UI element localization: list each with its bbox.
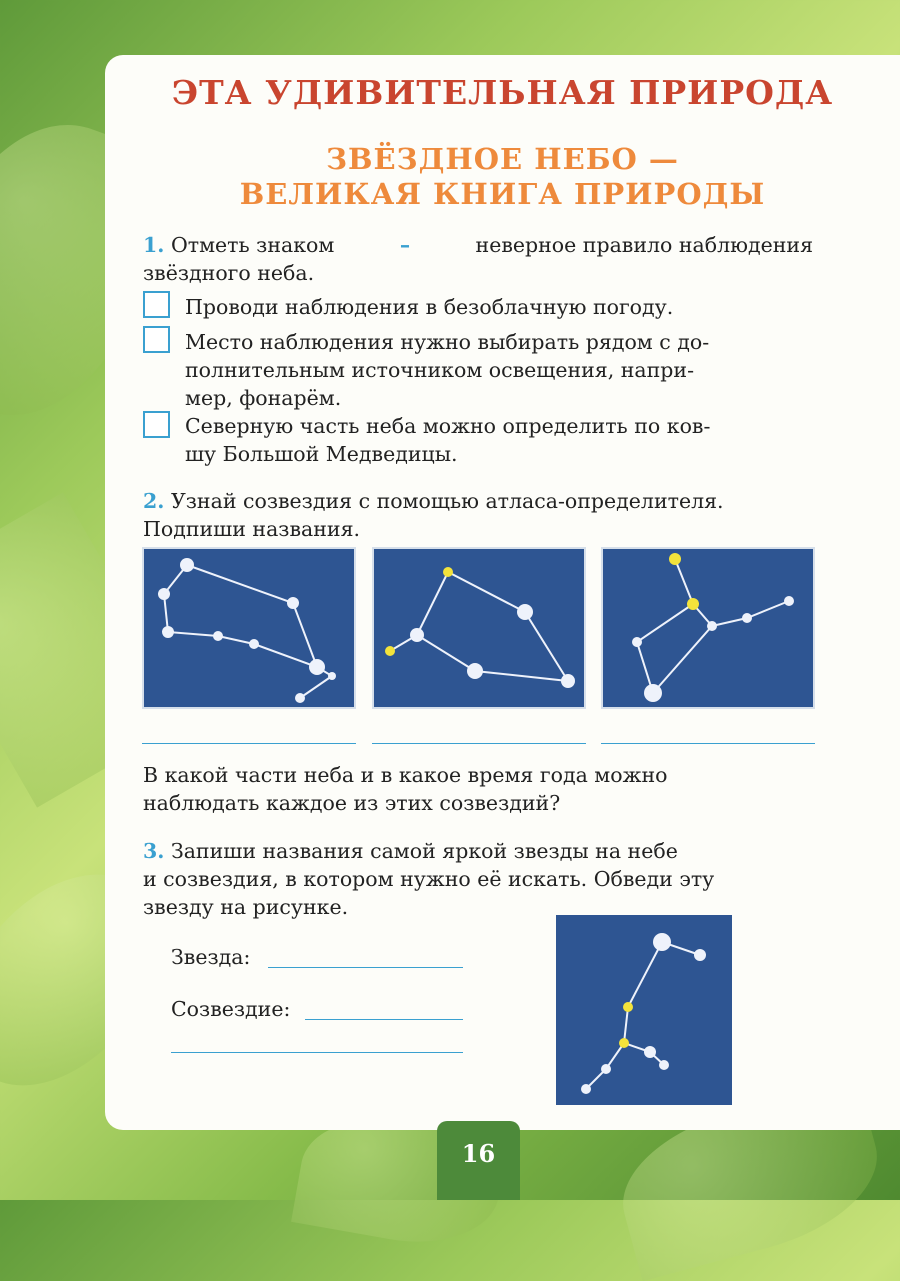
option-2-line: Место наблюдения нужно выбирать рядом с до- (185, 330, 710, 354)
task2-text-line1: Узнай созвездия с помощью атласа-определителя. (170, 489, 724, 513)
task2-question-line2: наблюдать каждое из этих созвездий? (143, 791, 561, 815)
task3-number: 3. (143, 839, 165, 863)
option-3-line: Северную часть неба можно определить по ков- (185, 414, 711, 438)
task1-text-c: звёздного неба. (143, 261, 315, 285)
constellation-image-2 (372, 547, 586, 709)
task1-text-b: неверное правило наблюдения (475, 233, 813, 257)
option-1-line: Проводи наблюдения в безоблачную погоду. (185, 295, 674, 319)
task2-prompt (143, 487, 813, 543)
lesson-title-line2: ВЕЛИКАЯ КНИГА ПРИРОДЫ (239, 177, 766, 211)
constellation-image-3 (601, 547, 815, 709)
task3-text-line2: и созвездия, в котором нужно её искать. Обведи эту (143, 867, 715, 891)
task2-question-line1: В какой части неба и в какое время года можно (143, 763, 668, 787)
option-1-text (185, 293, 815, 321)
answer-line-constellation-2[interactable] (372, 743, 586, 744)
task1-text-a: Отметь знаком (170, 233, 335, 257)
task1-number: 1. (143, 233, 165, 257)
answer-line-constellation[interactable] (305, 1019, 463, 1020)
option-2-text (185, 328, 815, 412)
checkbox-option-1[interactable] (143, 291, 170, 318)
answer-line-constellation-3[interactable] (601, 743, 815, 744)
minus-sign: – (399, 233, 411, 257)
lesson-title-line1: ЗВЁЗДНОЕ НЕБО — (326, 142, 679, 176)
task1-prompt (143, 231, 813, 287)
answer-line-constellation-1[interactable] (142, 743, 356, 744)
option-3-line: шу Большой Медведицы. (185, 442, 458, 466)
task2-question (143, 761, 813, 817)
answer-line-star[interactable] (268, 967, 463, 968)
constellation-image-4 (556, 915, 732, 1105)
constellation-label: Созвездие: (171, 997, 291, 1021)
page-number-tab (437, 1121, 520, 1200)
checkbox-option-2[interactable] (143, 326, 170, 353)
option-3-text (185, 412, 815, 468)
answer-line-extra[interactable] (171, 1052, 463, 1053)
workbook-page (105, 55, 900, 1130)
option-2-line: полнительным источником освещения, напри- (185, 358, 695, 382)
option-2-line: мер, фонарём. (185, 386, 342, 410)
task3-text-line3: звезду на рисунке. (143, 895, 349, 919)
checkbox-option-3[interactable] (143, 411, 170, 438)
constellation-image-1 (142, 547, 356, 709)
task2-number: 2. (143, 489, 165, 513)
section-title: ЭТА УДИВИТЕЛЬНАЯ ПРИРОДА (171, 73, 834, 112)
page-number: 16 (461, 1139, 496, 1168)
task3-prompt (143, 837, 813, 921)
task3-text-line1: Запиши названия самой яркой звезды на небе (170, 839, 678, 863)
task2-text-line2: Подпиши названия. (143, 517, 361, 541)
star-label: Звезда: (171, 945, 251, 969)
